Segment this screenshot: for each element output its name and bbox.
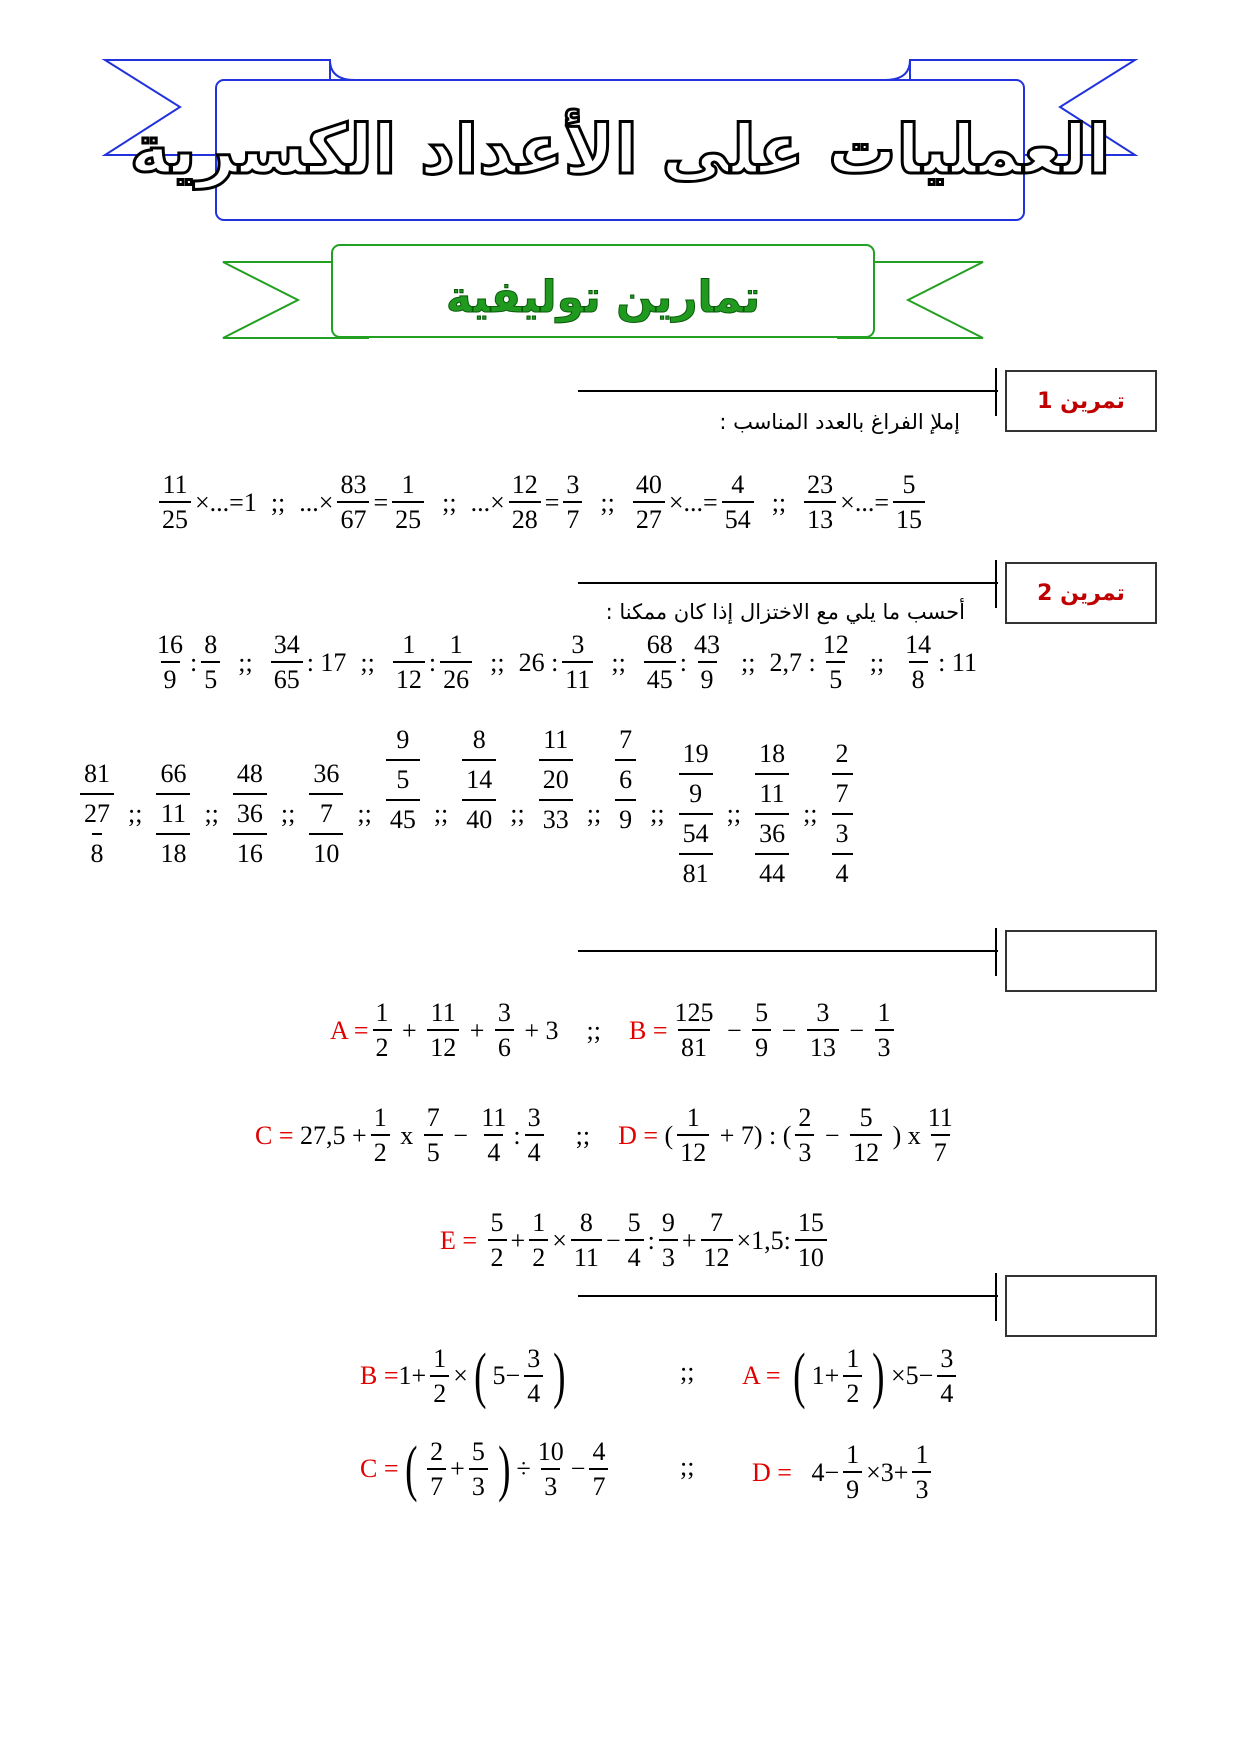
ex2-line	[578, 582, 998, 584]
ex1-label: تمرين 1	[1037, 388, 1125, 414]
compound-frac-9: 19 9 54 81	[679, 735, 713, 893]
ex2-label: تمرين 2	[1037, 580, 1125, 606]
title-ribbon	[100, 55, 1140, 225]
ex1-label-box	[1005, 370, 1157, 432]
ex2-instruction: أحسب ما يلي مع الاختزال إذا كان ممكنا :	[605, 600, 965, 624]
ex4-bar	[995, 1273, 997, 1321]
ex4-row-C: C = ( $\frac{2}{7}$ + $\frac{5}{3}$ ) ÷ $\frac{10}{3}$ − $\frac{4}{7}$	[360, 1438, 612, 1500]
compound-frac-2: 66 11 18	[156, 755, 190, 873]
ex3-line	[578, 950, 998, 952]
compound-frac-10: 18 11 36 44	[755, 735, 789, 893]
ex2-row2: 81 27 8 ;; 66 11 18 ;; 48 36 16 ;; 36 7 10 ;; 9 5 45 ;; 8 14 40 ;; 11 20 33 ;; 7 6 9 ;; 19 9 54 81 ;; 18 11 36 44 ;; 2 7 3 4	[80, 735, 853, 893]
subtitle-ribbon	[218, 240, 988, 360]
compound-frac-5: 9 5 45	[386, 721, 420, 839]
compound-frac-11: 2 7 3 4	[832, 735, 853, 893]
ex1-bar	[995, 368, 997, 416]
compound-frac-4: 36 7 10	[309, 755, 343, 873]
ex4-label-box	[1005, 1275, 1157, 1337]
ex4-line	[578, 1295, 998, 1297]
ex3-label-box	[1005, 930, 1157, 992]
ex2-row1: $\frac{16}{9}$ : $\frac{8}{5}$ ;; $\frac{34}{65}$ : 17 ;; $\frac{1}{12}$ : $\frac{1}{26}$ ;; 26 : $\frac{3}{11}$ ;; $\frac{68}{45}$ : $\frac{43}{9}$ ;; 2,7 : $\frac{12}{5}$ ;; $\frac{14}{8}$ : 11	[157, 630, 977, 694]
ex4-sep-1: ;;	[680, 1357, 695, 1386]
ex2-label-box	[1005, 562, 1157, 624]
compound-frac-3: 48 36 16	[233, 755, 267, 873]
ex4-row-B: B = 1+ $\frac{1}{2}$ × ( 5− $\frac{3}{4}$ )	[360, 1342, 566, 1410]
ex4-row-A: A = ( 1+ $\frac{1}{2}$ ) ×5− $\frac{3}{4}$	[742, 1345, 960, 1407]
ex4-sep-2: ;;	[680, 1452, 695, 1481]
subtitle-text: تمارين توليفية	[445, 272, 761, 323]
ex3-bar	[995, 928, 997, 976]
ex3-row-AB: A = $\frac{1}{2}$ + $\frac{11}{12}$ + $\frac{3}{6}$ + 3 ;; B = $\frac{125}{81}$ − $\frac{5}{9}$ − $\frac{3}{13}$ − $\frac{1}{3}$	[330, 1000, 898, 1061]
ex1-line	[578, 390, 998, 392]
compound-frac-6: 8 14 40	[462, 721, 496, 839]
ex1-instruction: إملإ الفراغ بالعدد المناسب :	[719, 410, 960, 434]
ex3-row-E: E = $\frac{5}{2}$ + $\frac{1}{2}$ × $\frac{8}{11}$ − $\frac{5}{4}$ : $\frac{9}{3}$ + $\frac{7}{12}$ ×1,5: $\frac{15}{10}$	[440, 1210, 831, 1271]
ex1-equations: $\frac{11}{25}$ ×...=1 ;; ...× $\frac{83}{67}$ = $\frac{1}{25}$ ;; ...× $\frac{12}{28}$ = $\frac{3}{7}$ ;; $\frac{40}{27}$ ×...= $\frac{4}{54}$ ;; $\frac{23}{13}$ ×...= $\frac{5}{15}$	[155, 472, 929, 533]
ex2-bar	[995, 560, 997, 608]
compound-frac-1: 81 27 8	[80, 755, 114, 873]
title-text: العمليات على الأعداد الكسرية	[129, 111, 1111, 190]
ex3-row-CD: C = 27,5 + $\frac{1}{2}$ x $\frac{7}{5}$ − $\frac{11}{4}$ : $\frac{3}{4}$ ;; D = ( $\frac{1}{12}$ + 7) : ( $\frac{2}{3}$ − $\frac{5}{12}$ ) x $\frac{11}{7}$	[255, 1103, 953, 1167]
ex4-row-D: D = 4− $\frac{1}{9}$ ×3+ $\frac{1}{3}$	[752, 1442, 935, 1503]
compound-frac-7: 11 20 33	[539, 721, 573, 839]
compound-frac-8: 7 6 9	[615, 721, 636, 839]
